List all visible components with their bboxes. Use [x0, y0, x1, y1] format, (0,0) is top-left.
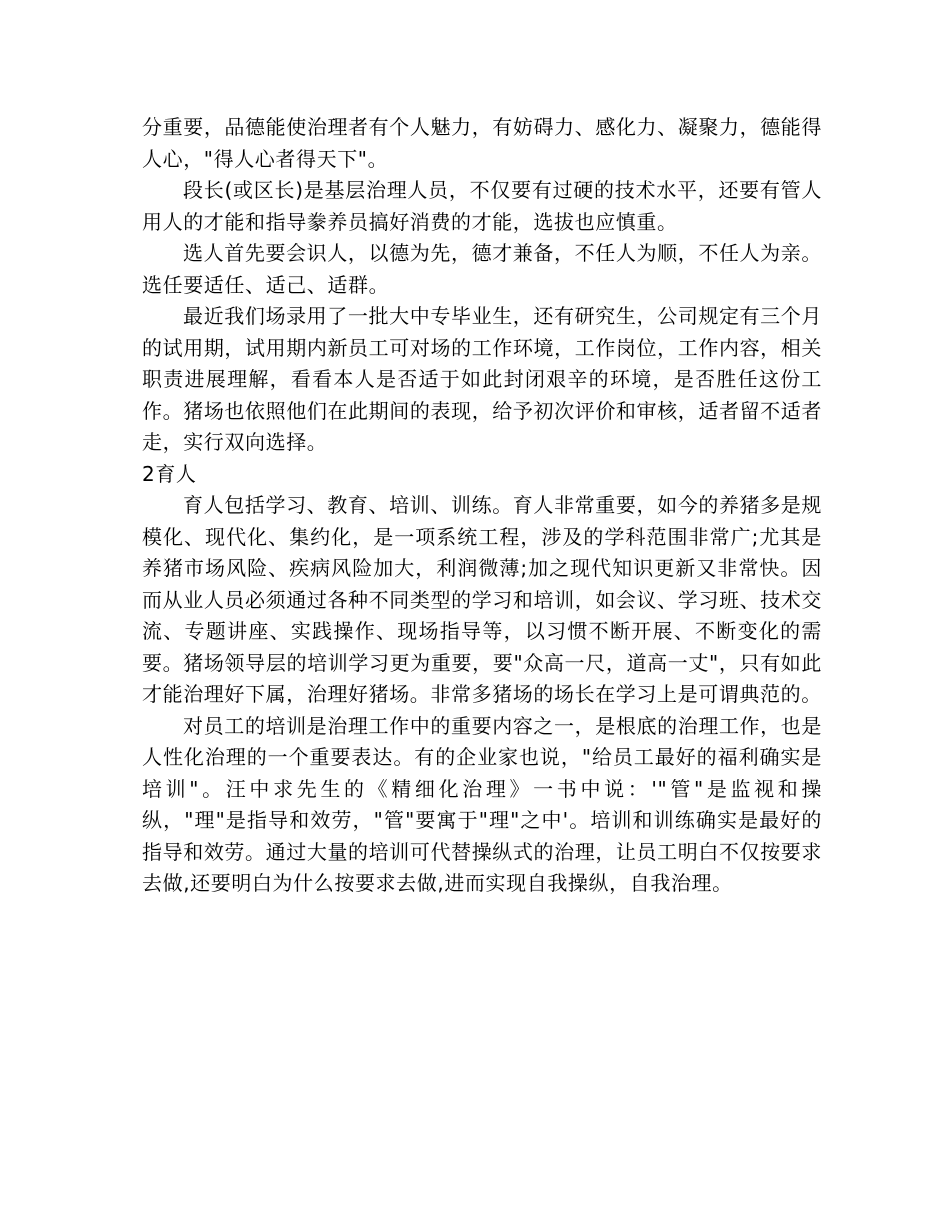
paragraph-probation: 最近我们场录用了一批大中专毕业生，还有研究生，公司规定有三个月的试用期，试用期内新员工可对场的工作环境，工作岗位，工作内容，相关职责进展理解，看看本人是否适于如此封闭艰辛的环境，是否胜任这份工作。猪场也依照他们在此期间的表现，给予初次评价和审核，适者留不适者走，实行双向选择。 — [142, 304, 822, 454]
paragraph-training: 对员工的培训是治理工作中的重要内容之一，是根底的治理工作，也是人性化治理的一个重要表达。有的企业家也说，"给员工最好的福利确实是培训"。汪中求先生的《精细化治理》一书中说：'"管"是监视和操纵，"理"是指导和效劳，"管"要寓于"理"之中'。培训和训练确实是最好的指导和效劳。通过大量的培训可代替操纵式的治理，让员工明白不仅按要求去做,还要明白为什么按要求去做,进而实现自我操纵，自我治理。 — [142, 713, 822, 895]
paragraph-education: 育人包括学习、教育、培训、训练。育人非常重要，如今的养猪多是规模化、现代化、集约化，是一项系统工程，涉及的学科范围非常广;尤其是养猪市场风险、疾病风险加大，利润微薄;加之现代知识更新又非常快。因而从业人员必须通过各种不同类型的学习和培训，如会议、学习班、技术交流、专题讲座、实践操作、现场指导等，以习惯不断开展、不断变化的需要。猪场领导层的培训学习更为重要，要"众高一尺，道高一丈"，只有如此才能治理好下属，治理好猪场。非常多猪场的场长在学习上是可谓典范的。 — [142, 493, 822, 706]
section-heading-education: 2育人 — [142, 461, 197, 486]
paragraph-section-chief: 段长(或区长)是基层治理人员，不仅要有过硬的技术水平，还要有管人用人的才能和指导豢养员搞好消费的才能，选拔也应慎重。 — [142, 178, 822, 234]
document-body — [142, 112, 822, 900]
paragraph-continuation: 分重要，品德能使治理者有个人魅力，有妨碍力、感化力、凝聚力，德能得人心，"得人心者得天下"。 — [142, 115, 822, 171]
paragraph-selection-principle: 选人首先要会识人，以德为先，德才兼备，不任人为顺，不任人为亲。选任要适任、适己、适群。 — [142, 241, 822, 297]
